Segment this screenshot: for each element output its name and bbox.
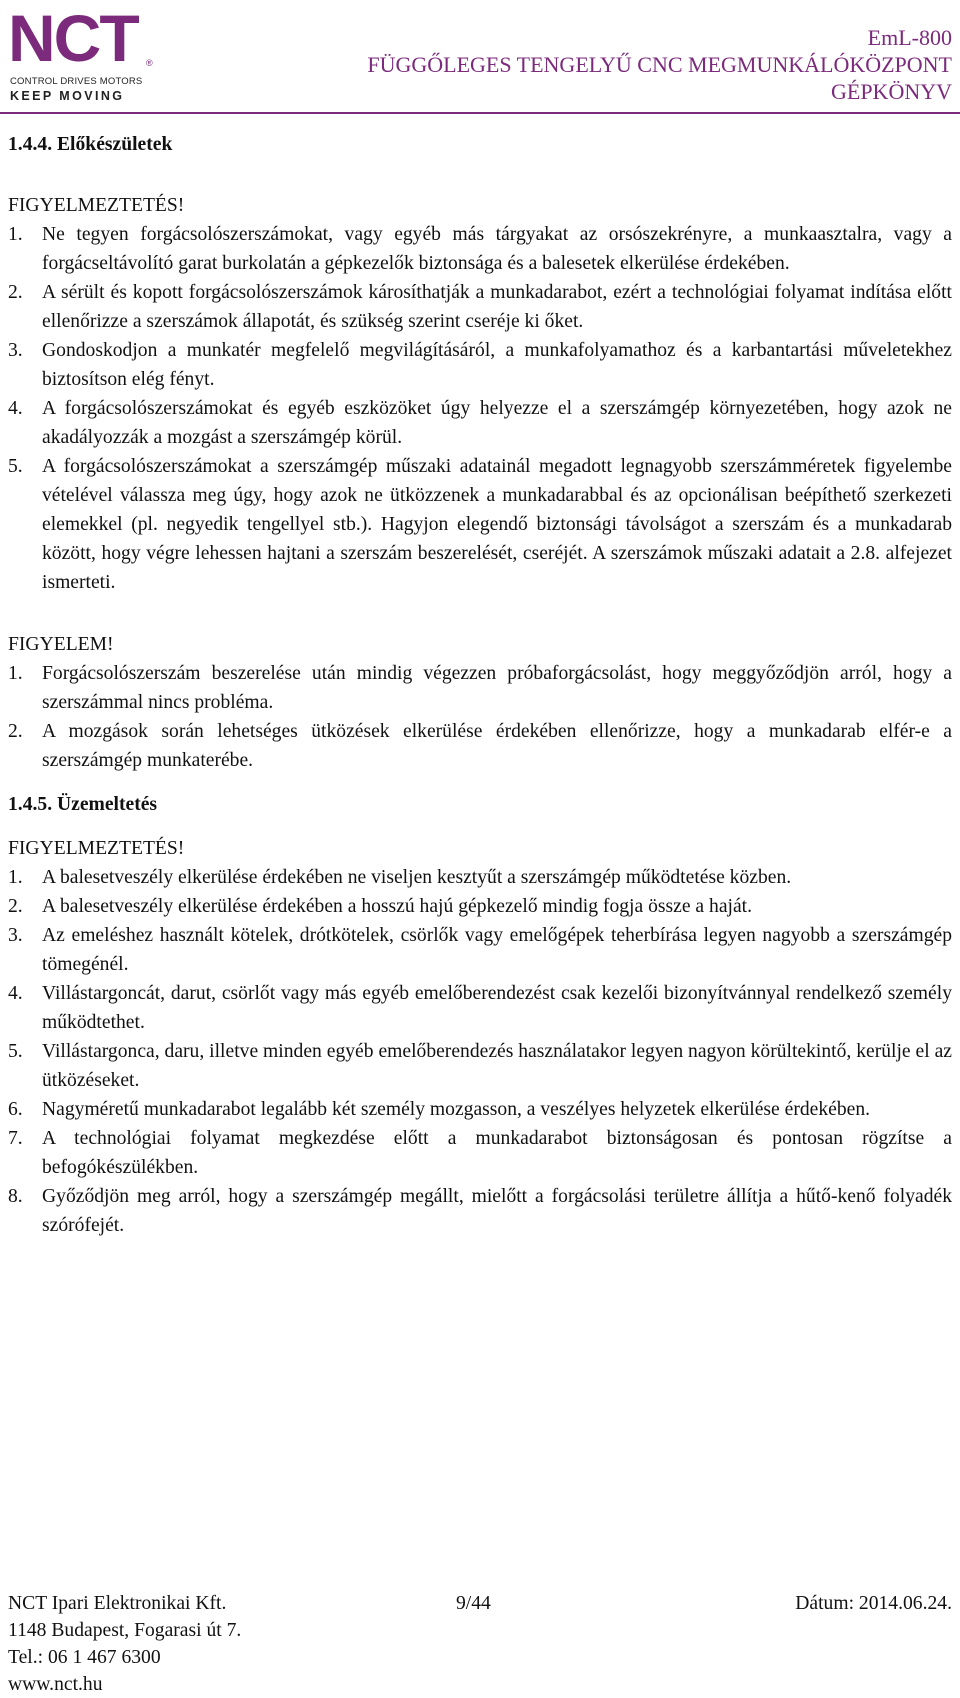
model-name: EmL-800 [867, 25, 952, 50]
document-type: GÉPKÖNYV [831, 79, 952, 104]
section-heading-preparation: 1.4.4. Előkészületek [8, 134, 173, 155]
nct-logo [8, 1, 153, 103]
logo-registered-mark: ® [146, 58, 153, 68]
list-item: 2. A mozgások során lehetséges ütközések elkerülése érdekében ellenőrizze, hogy a munkadarab elfér-e a szerszámgép munkaterébe. [8, 721, 952, 771]
list-item: 7. A technológiai folyamat megkezdése előtt a munkadarabot biztonságosan és pontosan rögzítse a befogókészülékben. [8, 1128, 952, 1178]
page-number: 9/44 [456, 1593, 491, 1614]
list-item: 1. Forgácsolószerszám beszerelése után mindig végezzen próbaforgácsolást, hogy meggyőződjön arról, hogy a szerszámmal nincs probléma. [8, 663, 952, 713]
list-item: 3. Gondoskodjon a munkatér megfelelő megvilágításáról, a munkafolyamathoz és a karbantartási műveletekhez biztosítson elég fényt. [8, 340, 952, 390]
caution-list [8, 659, 952, 775]
list-item: 8. Győződjön meg arról, hogy a szerszámgép megállt, mielőtt a forgácsolási területre állítja a hűtő-kenő folyadék szórófejét. [8, 1186, 952, 1236]
page-content [8, 130, 952, 1240]
caution-label: FIGYELEM! [8, 634, 114, 655]
machine-title: FÜGGŐLEGES TENGELYŰ CNC MEGMUNKÁLÓKÖZPONT [367, 52, 952, 77]
warning-list [8, 863, 952, 1240]
warning-label: FIGYELMEZTETÉS! [8, 838, 185, 859]
header-divider [0, 112, 960, 114]
list-item: 4. Villástargoncát, darut, csörlőt vagy más egyéb emelőberendezést csak kezelői bizonyítvánnyal rendelkező személy működtethet. [8, 983, 952, 1033]
document-title-block [367, 24, 952, 105]
list-item: 4. A forgácsolószerszámokat és egyéb eszközöket úgy helyezze el a szerszámgép környezetében, hogy azok ne akadályozzák a mozgást a szerszámgép körül. [8, 398, 952, 448]
footer-phone: Tel.: 06 1 467 6300 [8, 1647, 161, 1668]
footer-address: 1148 Budapest, Fogarasi út 7. [8, 1620, 242, 1641]
list-item: 1. Ne tegyen forgácsolószerszámokat, vagy egyéb más tárgyakat az orsószekrényre, a munkaasztalra, vagy a forgácseltávolító garat burkolatán a gépkezelők biztonsága és a balesetek elkerülése érdekében. [8, 224, 952, 274]
logo-wordmark: NCT [8, 1, 138, 75]
logo-tagline: CONTROL DRIVES MOTORS [10, 76, 143, 87]
list-item: 1. A balesetveszély elkerülése érdekében ne viseljen kesztyűt a szerszámgép működtetése közben. [8, 867, 792, 888]
list-item: 2. A sérült és kopott forgácsolószerszámok károsíthatják a munkadarabot, ezért a technológiai folyamat indítása előtt ellenőrizze a szerszámok állapotát, és szükség szerint cseréje ki őket. [8, 282, 952, 332]
list-item: 6. Nagyméretű munkadarabot legalább két személy mozgasson, a veszélyes helyzetek elkerülése érdekében. [8, 1099, 871, 1120]
footer-date: Dátum: 2014.06.24. [795, 1593, 952, 1614]
list-item: 5. A forgácsolószerszámokat a szerszámgép műszaki adatainál megadott legnagyobb szerszámméretek figyelembe vételével válassza meg úgy, hogy azok ne ütközzenek a munkadarabbal és az opcionálisan beépíthető szerkezeti elemekkel (pl. negyedik tengellyel stb.). Hagyjon elegendő biztonsági távolságot a szerszám és a munkadarab között, hogy végre lehessen hajtani a szerszám beszerelését, cseréjét. A szerszámok műszaki adatait a 2.8. alfejezet ismerteti. [8, 456, 952, 593]
page-footer [8, 1590, 952, 1698]
page-header [0, 0, 960, 110]
section-heading-operation: 1.4.5. Üzemeltetés [8, 794, 158, 815]
footer-company: NCT Ipari Elektronikai Kft. [8, 1593, 227, 1614]
list-item: 3. Az emeléshez használt kötelek, drótkötelek, csörlők vagy emelőgépek teherbírása legyen nagyobb a szerszámgép tömegénél. [8, 925, 952, 975]
list-item: 2. A balesetveszély elkerülése érdekében a hosszú hajú gépkezelő mindig fogja össze a haját. [8, 896, 752, 917]
warning-label: FIGYELMEZTETÉS! [8, 195, 185, 216]
logo-slogan: KEEP MOVING [10, 89, 125, 103]
footer-web[interactable]: www.nct.hu [8, 1674, 103, 1695]
list-item: 5. Villástargonca, daru, illetve minden egyéb emelőberendezés használatakor legyen nagyon körültekintő, kerülje el az ütközéseket. [8, 1041, 952, 1091]
warning-list [8, 220, 952, 597]
